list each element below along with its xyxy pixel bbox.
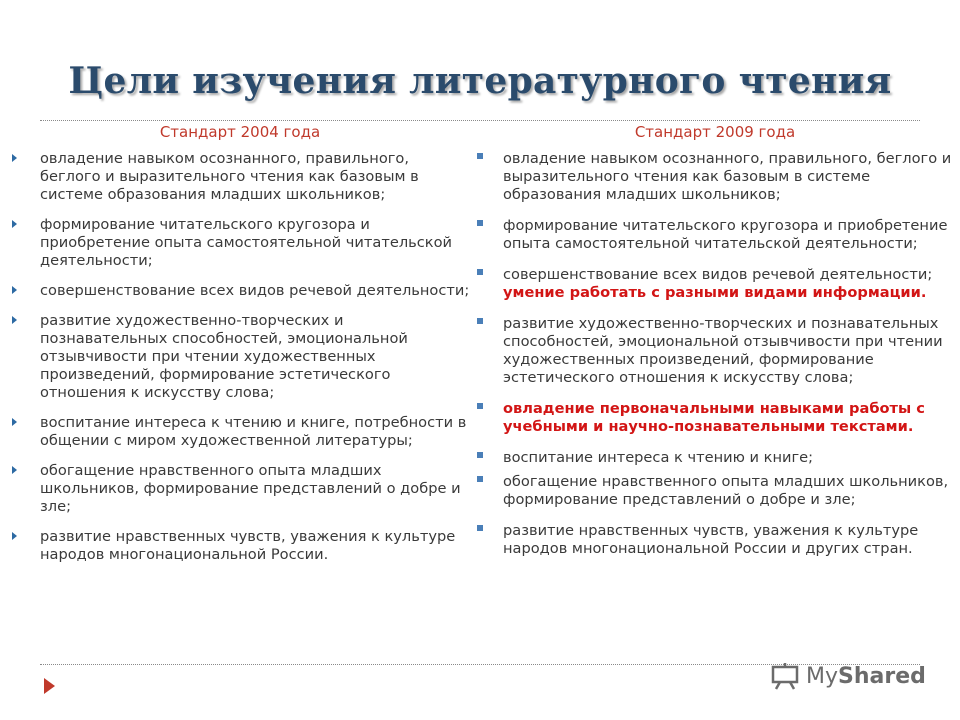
list-item	[503, 522, 955, 558]
list-item	[503, 217, 955, 253]
triangle-arrow-icon[interactable]	[44, 678, 55, 694]
list-item-text: воспитание интереса к чтению и книге;	[503, 449, 814, 466]
list-item-text: воспитание интереса к чтению и книге, потребности в общении с миром художественной литературы;	[40, 414, 467, 449]
triangle-bullet-icon	[12, 316, 17, 324]
triangle-bullet-icon	[12, 154, 17, 162]
list-item-text: развитие нравственных чувств, уважения к культуре народов многонациональной России.	[40, 528, 456, 563]
list-item	[40, 414, 474, 450]
highlighted-new-goal: умение работать с разными видами информации.	[503, 284, 927, 301]
square-bullet-icon	[477, 476, 483, 482]
triangle-bullet-icon	[12, 466, 17, 474]
list-item-highlighted	[503, 400, 955, 436]
watermark-brand-bold: Shared	[838, 663, 926, 689]
square-bullet-icon	[477, 220, 483, 226]
square-bullet-icon	[477, 318, 483, 324]
list-item-text: овладение навыком осознанного, правильного, беглого и выразительного чтения как базовым в системе образования младших школьников;	[40, 150, 419, 203]
list-item	[40, 528, 474, 564]
list-item	[40, 282, 474, 300]
watermark-logo	[770, 656, 930, 696]
list-item-text: обогащение нравственного опыта младших школьников, формирование представлений о добре и зле;	[503, 473, 949, 508]
list-item	[503, 150, 955, 204]
presentation-icon	[770, 661, 800, 691]
left-goals-list	[40, 150, 474, 576]
list-item	[40, 312, 474, 402]
left-column-header: Стандарт 2004 года	[159, 123, 321, 141]
list-item	[40, 216, 474, 270]
list-item-text: развитие нравственных чувств, уважения к культуре народов многонациональной России и других стран.	[503, 522, 919, 557]
list-item-text: формирование читательского кругозора и приобретение опыта самостоятельной читательской деятельности;	[503, 217, 948, 252]
top-divider	[40, 120, 920, 121]
list-item	[503, 315, 955, 387]
watermark-text	[806, 664, 926, 689]
list-item	[40, 150, 474, 204]
list-item	[503, 449, 955, 467]
list-item-text: развитие художественно-творческих и познавательных способностей, эмоциональной отзывчивости при чтении художественных произведений, формирование эстетического отношения к искусству слова;	[503, 315, 943, 386]
list-item	[503, 266, 955, 302]
list-item	[40, 462, 474, 516]
right-goals-list	[503, 150, 955, 571]
list-item-text: овладение первоначальными навыками работы с учебными и научно-познавательными текстами.	[503, 400, 925, 435]
square-bullet-icon	[477, 452, 483, 458]
triangle-bullet-icon	[12, 418, 17, 426]
triangle-bullet-icon	[12, 220, 17, 228]
square-bullet-icon	[477, 269, 483, 275]
triangle-bullet-icon	[12, 532, 17, 540]
right-column-header: Стандарт 2009 года	[634, 123, 796, 141]
watermark-brand-regular: My	[806, 663, 839, 689]
square-bullet-icon	[477, 403, 483, 409]
square-bullet-icon	[477, 525, 483, 531]
slide-title: Цели изучения литературного чтения	[68, 60, 892, 102]
list-item-text: формирование читательского кругозора и приобретение опыта самостоятельной читательской деятельности;	[40, 216, 453, 269]
list-item-text: совершенствование всех видов речевой деятельности;	[503, 266, 933, 283]
square-bullet-icon	[477, 153, 483, 159]
list-item-text: развитие художественно-творческих и познавательных способностей, эмоциональной отзывчивости при чтении художественных произведений, формирование эстетического отношения к искусству слова;	[40, 312, 408, 401]
list-item-text: овладение навыком осознанного, правильного, беглого и выразительного чтения как базовым в системе образования младших школьников;	[503, 150, 952, 203]
list-item-text: обогащение нравственного опыта младших школьников, формирование представлений о добре и зле;	[40, 462, 461, 515]
list-item-text: совершенствование всех видов речевой деятельности;	[40, 282, 470, 299]
list-item	[503, 473, 955, 509]
triangle-bullet-icon	[12, 286, 17, 294]
